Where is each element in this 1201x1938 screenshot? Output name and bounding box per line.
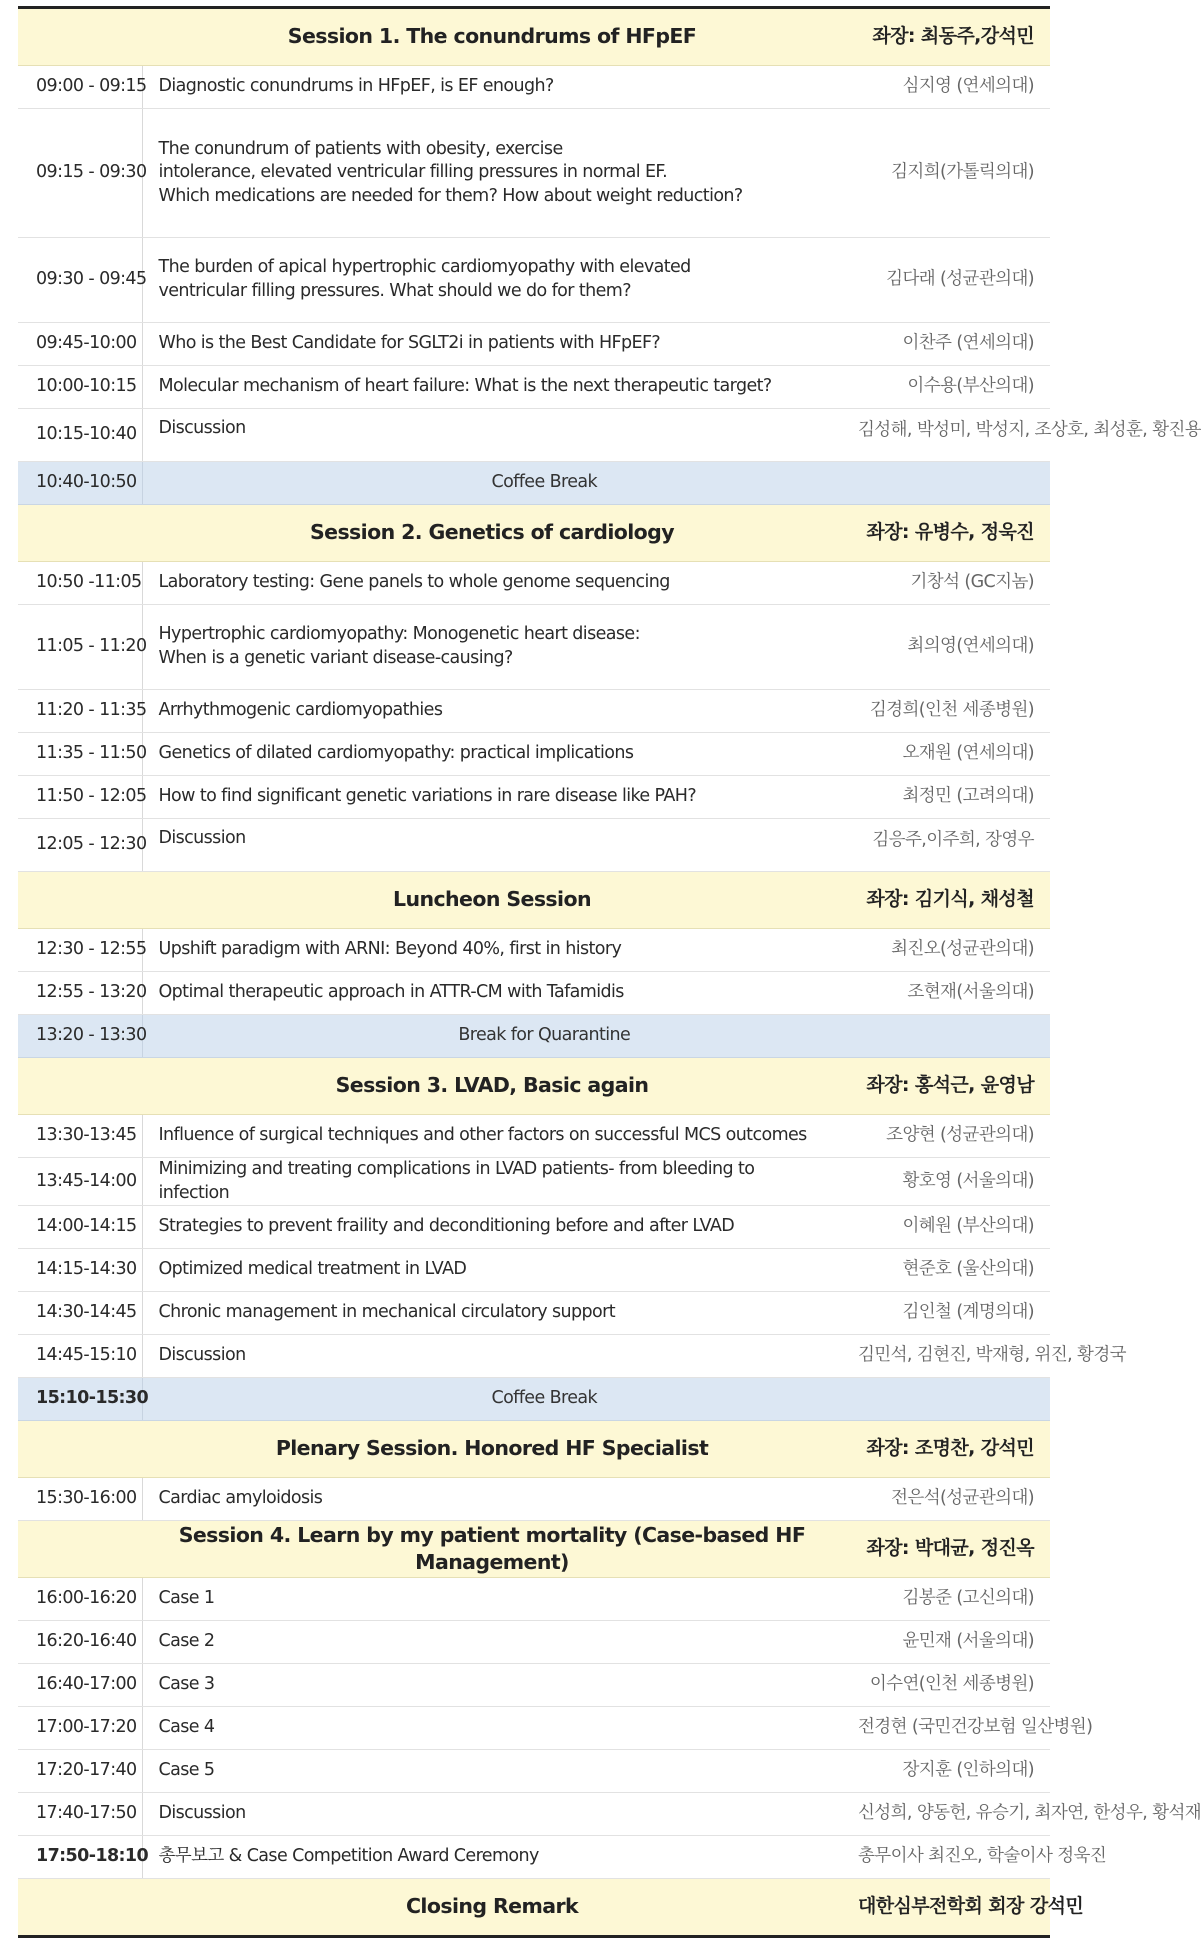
talk-speaker: 김성해, 박성미, 박성지, 조상호, 최성훈, 황진용	[842, 409, 1050, 462]
talk-time: 12:30 - 12:55	[18, 929, 142, 972]
talk-row	[18, 1621, 1050, 1664]
talk-time: 16:20-16:40	[18, 1621, 142, 1664]
talk-speaker: 전은석(성균관의대)	[842, 1478, 1050, 1521]
talk-speaker: 기창석 (GC지놈)	[842, 562, 1050, 605]
talk-title-line: Discussion	[158, 1803, 246, 1824]
talk-title	[142, 1206, 842, 1249]
session-title: Session 4. Learn by my patient mortality (Case-based HF Management)	[18, 1521, 842, 1578]
talk-title	[142, 1115, 842, 1158]
talk-row	[18, 1206, 1050, 1249]
talk-title-line: Optimal therapeutic approach in ATTR-CM with Tafamidis	[158, 982, 624, 1003]
talk-time: 10:50 -11:05	[18, 562, 142, 605]
talk-title	[142, 1664, 842, 1707]
talk-time: 16:40-17:00	[18, 1664, 142, 1707]
session-chair: 좌장: 최동주,강석민	[842, 8, 1050, 66]
talk-title	[142, 1158, 842, 1206]
talk-title-line: Diagnostic conundrums in HFpEF, is EF enough?	[158, 76, 554, 97]
talk-speaker: 이수연(인천 세종병원)	[842, 1664, 1050, 1707]
talk-title	[142, 562, 842, 605]
talk-time: 14:00-14:15	[18, 1206, 142, 1249]
talk-title-line: Discussion	[158, 828, 246, 848]
talk-title	[142, 690, 842, 733]
talk-row	[18, 1158, 1050, 1206]
talk-title-line: ventricular filling pressures. What should we do for them?	[158, 281, 631, 301]
talk-title	[142, 972, 842, 1015]
break-time: 10:40-10:50	[18, 462, 142, 505]
talk-title-line: Strategies to prevent fraility and deconditioning before and after LVAD	[158, 1216, 735, 1237]
talk-title	[142, 819, 842, 872]
talk-time: 14:30-14:45	[18, 1292, 142, 1335]
talk-title-line: How to find significant genetic variations in rare disease like PAH?	[158, 786, 697, 807]
talk-row	[18, 109, 1050, 238]
talk-speaker: 최정민 (고려의대)	[842, 776, 1050, 819]
talk-time: 17:50-18:10	[18, 1836, 142, 1879]
talk-title	[142, 733, 842, 776]
talk-title-line: Upshift paradigm with ARNI: Beyond 40%, first in history	[158, 939, 622, 960]
talk-row	[18, 1793, 1050, 1836]
talk-speaker: 김봉준 (고신의대)	[842, 1578, 1050, 1621]
talk-title	[142, 605, 842, 690]
session-title: Session 1. The conundrums of HFpEF	[18, 8, 842, 66]
session-header-row	[18, 872, 1050, 929]
talk-time: 09:45-10:00	[18, 323, 142, 366]
talk-speaker: 심지영 (연세의대)	[842, 66, 1050, 109]
talk-time: 17:40-17:50	[18, 1793, 142, 1836]
talk-speaker: 최의영(연세의대)	[842, 605, 1050, 690]
talk-row	[18, 1578, 1050, 1621]
session-chair: 좌장: 박대균, 정진옥	[842, 1521, 1050, 1578]
talk-time: 14:15-14:30	[18, 1249, 142, 1292]
talk-time: 17:20-17:40	[18, 1750, 142, 1793]
talk-title-line: Genetics of dilated cardiomyopathy: practical implications	[158, 743, 634, 764]
talk-title-line: Discussion	[158, 418, 246, 438]
talk-row	[18, 605, 1050, 690]
talk-title-line: The conundrum of patients with obesity, exercise	[158, 138, 563, 159]
talk-speaker: 장지훈 (인하의대)	[842, 1750, 1050, 1793]
session-header-row	[18, 8, 1050, 66]
talk-time: 10:15-10:40	[18, 409, 142, 462]
talk-time: 10:00-10:15	[18, 366, 142, 409]
session-chair: 좌장: 유병수, 정욱진	[842, 505, 1050, 562]
session-title: Plenary Session. Honored HF Specialist	[18, 1421, 842, 1478]
talk-row	[18, 1292, 1050, 1335]
talk-title-line: Case 1	[158, 1588, 215, 1609]
talk-time: 11:05 - 11:20	[18, 605, 142, 690]
break-time: 13:20 - 13:30	[18, 1015, 142, 1058]
talk-title-line: Influence of surgical techniques and other factors on successful MCS outcomes	[158, 1125, 807, 1146]
break-row	[18, 462, 1050, 505]
talk-speaker: 현준호 (울산의대)	[842, 1249, 1050, 1292]
break-row	[18, 1378, 1050, 1421]
talk-speaker: 황호영 (서울의대)	[842, 1158, 1050, 1206]
session-header-row	[18, 1521, 1050, 1578]
talk-time: 09:15 - 09:30	[18, 109, 142, 238]
talk-title	[142, 776, 842, 819]
talk-title	[142, 1750, 842, 1793]
talk-speaker: 김다래 (성균관의대)	[842, 238, 1050, 323]
session-chair: 좌장: 홍석근, 윤영남	[842, 1058, 1050, 1115]
talk-speaker: 윤민재 (서울의대)	[842, 1621, 1050, 1664]
talk-title	[142, 1707, 842, 1750]
talk-title-line: The burden of apical hypertrophic cardiomyopathy with elevated	[158, 257, 691, 278]
talk-title-line: Chronic management in mechanical circulatory support	[158, 1302, 616, 1323]
session-chair: 좌장: 조명찬, 강석민	[842, 1421, 1050, 1478]
program-table	[18, 6, 1201, 1938]
session-title: Session 3. LVAD, Basic again	[18, 1058, 842, 1115]
talk-speaker: 김응주,이주희, 장영우	[842, 819, 1050, 872]
talk-row	[18, 1115, 1050, 1158]
session-header-row	[18, 505, 1050, 562]
talk-title-line: Minimizing and treating complications in LVAD patients- from bleeding to infection	[158, 1159, 755, 1203]
talk-title	[142, 1793, 842, 1836]
talk-speaker: 조양현 (성균관의대)	[842, 1115, 1050, 1158]
break-row	[18, 1015, 1050, 1058]
talk-time: 13:30-13:45	[18, 1115, 142, 1158]
talk-title	[142, 409, 842, 462]
talk-speaker: 이찬주 (연세의대)	[842, 323, 1050, 366]
talk-title-line: Case 5	[158, 1760, 215, 1781]
talk-time: 09:30 - 09:45	[18, 238, 142, 323]
talk-title-line: Hypertrophic cardiomyopathy: Monogenetic heart disease:	[158, 624, 640, 645]
talk-time: 09:00 - 09:15	[18, 66, 142, 109]
talk-row	[18, 972, 1050, 1015]
talk-row	[18, 66, 1050, 109]
talk-row	[18, 929, 1050, 972]
session-header-row	[18, 1421, 1050, 1478]
break-label: Break for Quarantine	[142, 1015, 1050, 1058]
talk-speaker: 오재원 (연세의대)	[842, 733, 1050, 776]
talk-row	[18, 1836, 1050, 1879]
discussion-row	[18, 409, 1050, 462]
talk-title-line: Optimized medical treatment in LVAD	[158, 1259, 467, 1280]
talk-time: 12:55 - 13:20	[18, 972, 142, 1015]
talk-time: 17:00-17:20	[18, 1707, 142, 1750]
talk-time: 11:20 - 11:35	[18, 690, 142, 733]
talk-title-line: Who is the Best Candidate for SGLT2i in patients with HFpEF?	[158, 333, 661, 354]
session-chair: 좌장: 김기식, 채성철	[842, 872, 1050, 929]
talk-title	[142, 109, 842, 238]
session-title: Session 2. Genetics of cardiology	[18, 505, 842, 562]
break-time: 15:10-15:30	[18, 1378, 142, 1421]
talk-title	[142, 1478, 842, 1521]
talk-row	[18, 366, 1050, 409]
talk-row	[18, 1478, 1050, 1521]
talk-speaker: 김경희(인천 세종병원)	[842, 690, 1050, 733]
talk-row	[18, 1335, 1050, 1378]
talk-title	[142, 66, 842, 109]
talk-row	[18, 733, 1050, 776]
talk-title-line: Case 3	[158, 1674, 215, 1695]
talk-title	[142, 1335, 842, 1378]
talk-title-line: Which medications are needed for them? How about weight reduction?	[158, 185, 743, 206]
session-header-row	[18, 1879, 1050, 1937]
talk-time: 12:05 - 12:30	[18, 819, 142, 872]
talk-title	[142, 1292, 842, 1335]
talk-row	[18, 562, 1050, 605]
break-label: Coffee Break	[142, 462, 1050, 505]
talk-speaker: 신성희, 양동헌, 유승기, 최자연, 한성우, 황석재	[842, 1793, 1050, 1836]
talk-time: 14:45-15:10	[18, 1335, 142, 1378]
talk-speaker: 조현재(서울의대)	[842, 972, 1050, 1015]
talk-time: 11:35 - 11:50	[18, 733, 142, 776]
session-chair: 대한심부전학회 회장 강석민	[842, 1879, 1050, 1937]
session-title: Closing Remark	[18, 1879, 842, 1937]
talk-speaker: 김지희(가톨릭의대)	[842, 109, 1050, 238]
talk-title-line: Cardiac amyloidosis	[158, 1488, 323, 1509]
session-header-row	[18, 1058, 1050, 1115]
talk-time: 16:00-16:20	[18, 1578, 142, 1621]
talk-row	[18, 1750, 1050, 1793]
talk-title	[142, 929, 842, 972]
talk-speaker: 이혜원 (부산의대)	[842, 1206, 1050, 1249]
talk-title-line: When is a genetic variant disease-causing?	[158, 648, 513, 668]
talk-title-line: Case 2	[158, 1631, 215, 1652]
talk-speaker: 총무이사 최진오, 학술이사 정욱진	[842, 1836, 1050, 1879]
talk-row	[18, 1707, 1050, 1750]
talk-row	[18, 1249, 1050, 1292]
talk-row	[18, 776, 1050, 819]
talk-row	[18, 690, 1050, 733]
talk-time: 13:45-14:00	[18, 1158, 142, 1206]
talk-time: 11:50 - 12:05	[18, 776, 142, 819]
talk-speaker: 이수용(부산의대)	[842, 366, 1050, 409]
talk-speaker: 전경현 (국민건강보험 일산병원)	[842, 1707, 1050, 1750]
talk-title-line: Laboratory testing: Gene panels to whole genome sequencing	[158, 572, 670, 593]
talk-title	[142, 1836, 842, 1879]
talk-speaker: 최진오(성균관의대)	[842, 929, 1050, 972]
talk-title	[142, 323, 842, 366]
talk-title-line: intolerance, elevated ventricular filling pressures in normal EF.	[158, 162, 668, 183]
talk-speaker: 김민석, 김현진, 박재형, 위진, 황경국	[842, 1335, 1050, 1378]
talk-title-line: Arrhythmogenic cardiomyopathies	[158, 700, 443, 721]
session-title: Luncheon Session	[18, 872, 842, 929]
talk-title	[142, 238, 842, 323]
talk-title-line: 총무보고 & Case Competition Award Ceremony	[158, 1846, 539, 1867]
talk-title	[142, 1578, 842, 1621]
talk-row	[18, 323, 1050, 366]
talk-title	[142, 1621, 842, 1664]
discussion-row	[18, 819, 1050, 872]
talk-title-line: Discussion	[158, 1345, 246, 1366]
talk-title-line: Case 4	[158, 1717, 215, 1738]
talk-title-line: Molecular mechanism of heart failure: What is the next therapeutic target?	[158, 376, 772, 397]
talk-speaker: 김인철 (계명의대)	[842, 1292, 1050, 1335]
talk-row	[18, 1664, 1050, 1707]
talk-time: 15:30-16:00	[18, 1478, 142, 1521]
break-label: Coffee Break	[142, 1378, 1050, 1421]
talk-row	[18, 238, 1050, 323]
talk-title	[142, 366, 842, 409]
talk-title	[142, 1249, 842, 1292]
